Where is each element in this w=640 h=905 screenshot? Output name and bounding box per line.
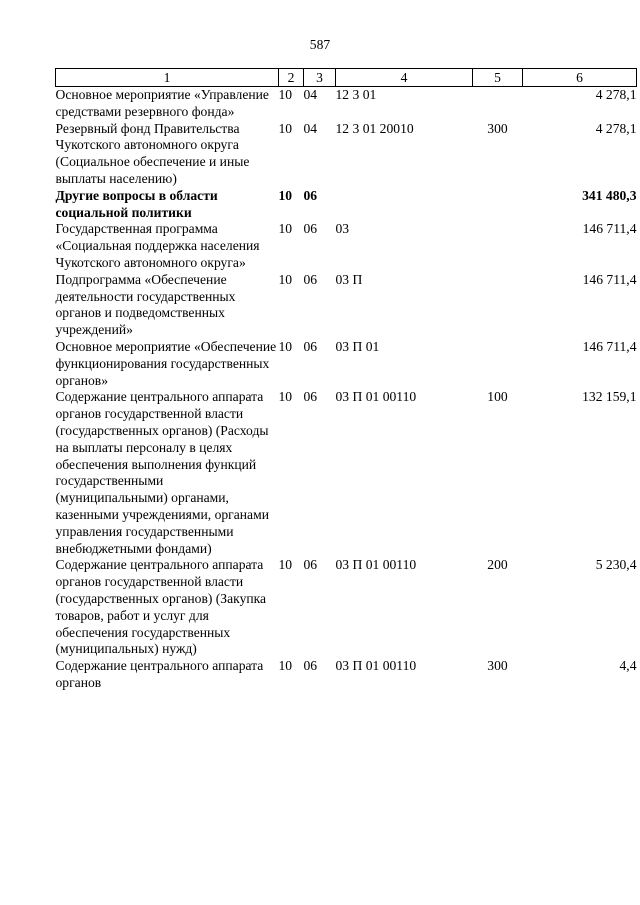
row-section: 10 — [278, 87, 293, 102]
table-row — [56, 272, 637, 339]
header-col-1: 1 — [56, 69, 279, 87]
row-expense-type — [473, 221, 523, 271]
row-expense-type: 200 — [487, 557, 508, 573]
row-target-code: 03 П 01 — [335, 338, 380, 354]
table-row — [56, 339, 637, 389]
row-expense-type — [473, 87, 523, 121]
row-amount: 4,4 — [619, 658, 637, 674]
row-expense-type — [473, 188, 523, 222]
row-section: 10 — [278, 389, 293, 405]
row-amount: 4 278,1 — [595, 120, 637, 136]
row-target-code: 12 3 01 20010 — [335, 120, 414, 136]
row-subsection: 06 — [303, 187, 318, 203]
page-number: 587 — [309, 37, 331, 52]
table-row-section-total — [56, 188, 637, 222]
row-target-code: 12 3 01 — [335, 87, 377, 102]
budget-table — [55, 68, 637, 692]
row-amount: 146 711,4 — [582, 338, 637, 354]
row-target-code: 03 П 01 00110 — [335, 658, 417, 674]
row-expense-type: 100 — [487, 389, 508, 405]
row-section: 10 — [278, 120, 293, 136]
row-subsection: 04 — [303, 120, 318, 136]
table-row — [56, 221, 637, 271]
row-expense-type: 300 — [487, 658, 508, 674]
row-name: Содержание центрального аппарата органов государственной власти (государственных органов) (Расходы на выплаты персоналу в целях обеспечения выполнения функций государственными (муниципальными) органами, казенными учреждениями, органами управления государственными внебюджетными фондами) — [55, 389, 269, 556]
row-section: 10 — [278, 271, 293, 287]
row-amount: 341 480,3 — [582, 187, 637, 203]
row-target-code: 03 П 01 00110 — [335, 557, 417, 573]
row-name: Подпрограмма «Обеспечение деятельности государственных органов и подведомственных учреждений» — [55, 271, 236, 338]
row-section: 10 — [278, 338, 293, 354]
row-target-code — [336, 188, 473, 222]
row-subsection: 06 — [303, 271, 318, 287]
table-row — [56, 389, 637, 557]
row-subsection: 04 — [303, 87, 318, 102]
row-expense-type — [473, 339, 523, 389]
row-expense-type: 300 — [487, 120, 508, 136]
row-subsection: 06 — [303, 557, 318, 573]
header-col-3: 3 — [304, 69, 336, 87]
header-col-4: 4 — [336, 69, 473, 87]
row-amount: 132 159,1 — [582, 389, 637, 405]
row-target-code: 03 П 01 00110 — [335, 389, 417, 405]
row-section: 10 — [278, 658, 293, 674]
row-section: 10 — [278, 221, 293, 237]
row-target-code: 03 П — [335, 271, 363, 287]
header-col-5: 5 — [473, 69, 523, 87]
row-name: Основное мероприятие «Обеспечение функционирования государственных органов» — [55, 338, 277, 388]
row-expense-type — [473, 272, 523, 339]
row-name: Содержание центрального аппарата органов — [55, 658, 264, 690]
table-row — [56, 121, 637, 188]
row-subsection: 06 — [303, 389, 318, 405]
header-col-2: 2 — [279, 69, 304, 87]
table-row — [56, 557, 637, 658]
table-header-row — [56, 69, 637, 87]
row-section: 10 — [278, 187, 293, 203]
row-section: 10 — [278, 557, 293, 573]
row-name: Основное мероприятие «Управление средствами резервного фонда» — [55, 87, 269, 119]
row-name: Другие вопросы в области социальной политики — [55, 187, 218, 220]
row-name: Содержание центрального аппарата органов государственной власти (государственных органов) (Закупка товаров, работ и услуг для обеспечения государственных (муниципальных) нужд) — [55, 557, 267, 657]
row-target-code: 03 — [335, 221, 350, 237]
row-subsection: 06 — [303, 338, 318, 354]
table-row — [56, 658, 637, 692]
row-amount: 5 230,4 — [595, 557, 637, 573]
header-col-6: 6 — [523, 69, 637, 87]
row-amount: 146 711,4 — [582, 221, 637, 237]
row-name: Резервный фонд Правительства Чукотского автономного округа (Социальное обеспечение и иные выплаты населению) — [55, 120, 250, 186]
row-subsection: 06 — [303, 221, 318, 237]
row-name: Государственная программа «Социальная поддержка населения Чукотского автономного округа» — [55, 221, 260, 270]
row-amount: 4 278,1 — [595, 87, 637, 102]
row-amount: 146 711,4 — [582, 271, 637, 287]
table-row — [56, 87, 637, 121]
row-subsection: 06 — [303, 658, 318, 674]
